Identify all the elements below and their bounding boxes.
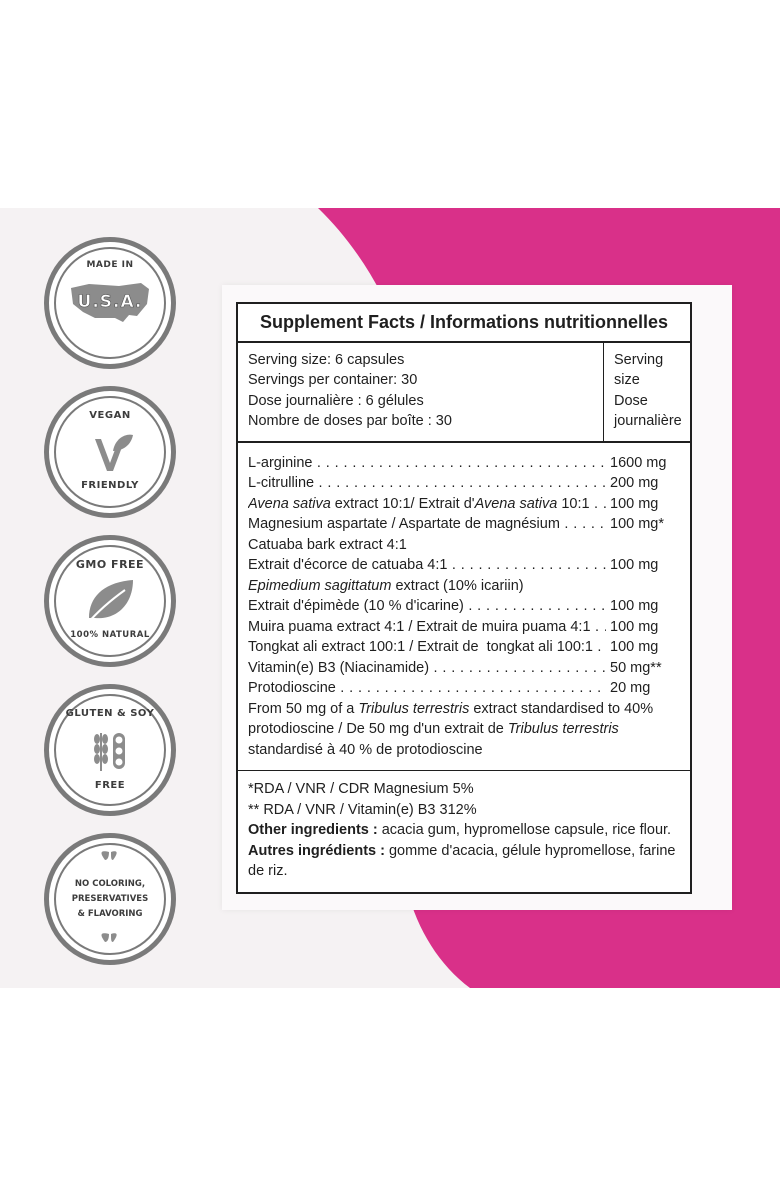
badge-bottom-text: FRIENDLY — [81, 480, 139, 491]
ingredient-row — [248, 555, 680, 576]
vegan-friendly-badge — [44, 386, 176, 518]
ingredient-row — [248, 453, 680, 474]
ingredient-amount: 100 mg — [610, 618, 659, 635]
ingredient-name: Vitamin(e) B3 (Niacinamide) . . . — [248, 658, 606, 679]
ingredient-amount: 100 mg — [610, 598, 659, 614]
ingredient-name: L-arginine . . . — [248, 453, 606, 474]
serving-line: Dose journalière : 6 gélules — [248, 392, 424, 409]
autres-ingredients — [248, 841, 680, 882]
ingredient-row — [248, 514, 680, 535]
ingredient-name: Muira puama extract 4:1 / Extrait de muira puama 4:1 . . . — [248, 617, 606, 638]
autres-ingredients-label: Autres ingrédients : — [248, 842, 385, 859]
autres-ingredients-text: gomme d'acacia, gélule hypromellose, farine de riz. — [248, 842, 676, 879]
note-text: standardisé à 40 % de protodioscine — [248, 741, 483, 758]
badge-bottom-text: 100% NATURAL — [70, 630, 150, 640]
serving-line: Serving size: 6 capsules — [248, 351, 405, 368]
rda-magnesium: *RDA / VNR / CDR Magnesium 5% — [248, 781, 474, 797]
latin-name: Avena sativa — [248, 495, 331, 512]
badge-top-text: VEGAN — [89, 410, 131, 421]
ingredients-list — [238, 443, 690, 772]
ingredient-row — [248, 617, 680, 638]
latin-name: Tribulus terrestris — [358, 700, 470, 717]
serving-column-header — [604, 343, 690, 441]
serving-header-line: Dose — [614, 392, 648, 409]
gmo-free-badge — [44, 535, 176, 667]
tribulus-note — [248, 699, 680, 761]
name-text: extract (10% icariin) — [391, 577, 524, 594]
badge-bottom-text: FREE — [94, 780, 126, 791]
wheat-soy-icon — [94, 733, 125, 771]
latin-name: Avena sativa — [474, 495, 558, 512]
latin-name: Epimedium sagittatum — [248, 577, 392, 594]
badge-top-text: MADE IN — [86, 260, 134, 270]
badge-top-text: GMO FREE — [75, 558, 145, 571]
latin-name: Tribulus terrestris — [507, 721, 619, 737]
serving-header-line: journalière — [614, 413, 682, 429]
ingredient-row — [248, 494, 680, 515]
rda-vitamin-b3: ** RDA / VNR / Vitamin(e) B3 312% — [248, 801, 477, 818]
badge-top-text: GLUTEN & SOY — [65, 708, 155, 719]
ingredient-name: Tongkat ali extract 100:1 / Extrait de tongkat ali 100:1 . . . — [248, 637, 606, 658]
leaf-icon — [87, 580, 133, 624]
name-text: 10:1 — [557, 495, 590, 512]
badge-line-2: PRESERVATIVES — [71, 894, 149, 904]
serving-header-line: Serving — [614, 351, 664, 368]
ingredient-amount: 50 mg** — [610, 659, 662, 676]
serving-line: Nombre de doses par boîte : 30 — [248, 413, 452, 429]
badge-main-text: U.S.A. — [77, 292, 143, 312]
no-coloring-badge — [44, 833, 176, 965]
other-ingredients — [248, 820, 680, 841]
note-text: From 50 mg of a — [248, 700, 359, 717]
ingredient-name — [248, 494, 606, 515]
ingredient-name: Extrait d'écorce de catuaba 4:1 . . . — [248, 555, 606, 576]
ingredient-row — [248, 637, 680, 658]
notes-section — [238, 771, 690, 892]
serving-info — [238, 343, 604, 441]
ingredient-name: Extrait d'épimède (10 % d'icarine) . . . — [248, 596, 606, 617]
ingredient-amount: 100 mg — [610, 639, 659, 655]
serving-header-line: size — [614, 372, 640, 388]
ingredient-amount: 1600 mg — [610, 454, 667, 471]
ingredient-amount: 100 mg — [610, 557, 659, 573]
vegan-leaf-icon — [95, 435, 133, 471]
ingredient-amount: 200 mg — [610, 475, 659, 491]
supplement-facts-table — [236, 302, 692, 894]
ingredient-name-line: Catuaba bark extract 4:1 — [248, 536, 407, 553]
ingredient-row — [248, 473, 680, 494]
serving-line: Servings per container: 30 — [248, 372, 418, 388]
ingredient-row — [248, 658, 680, 679]
ingredient-amount: 100 mg — [610, 495, 659, 512]
note-text: extract standardised to 40% protodioscine / De 50 mg d'un extrait de — [248, 700, 654, 737]
ingredient-name: Protodioscine . . . — [248, 678, 606, 699]
ingredient-name: Magnesium aspartate / Aspartate de magnésium . . . — [248, 514, 606, 535]
serving-section — [238, 343, 690, 443]
ingredient-name: L-citrulline . . . — [248, 473, 606, 494]
ingredient-row — [248, 678, 680, 699]
other-ingredients-text: acacia gum, hypromellose capsule, rice flour. — [377, 822, 672, 838]
ingredient-name-line — [248, 576, 680, 597]
gluten-soy-free-badge — [44, 684, 176, 816]
badge-line-1: NO COLORING, — [74, 879, 146, 889]
ingredient-amount: 100 mg* — [610, 516, 665, 532]
ingredient-amount: 20 mg — [610, 680, 651, 696]
badge-line-3: & FLAVORING — [77, 909, 143, 919]
ingredient-row — [248, 596, 680, 617]
name-text: extract 10:1/ Extrait d' — [330, 495, 475, 512]
other-ingredients-label: Other ingredients : — [248, 822, 378, 838]
made-in-usa-badge — [44, 237, 176, 369]
facts-title: Supplement Facts / Informations nutritionnelles — [238, 304, 690, 343]
